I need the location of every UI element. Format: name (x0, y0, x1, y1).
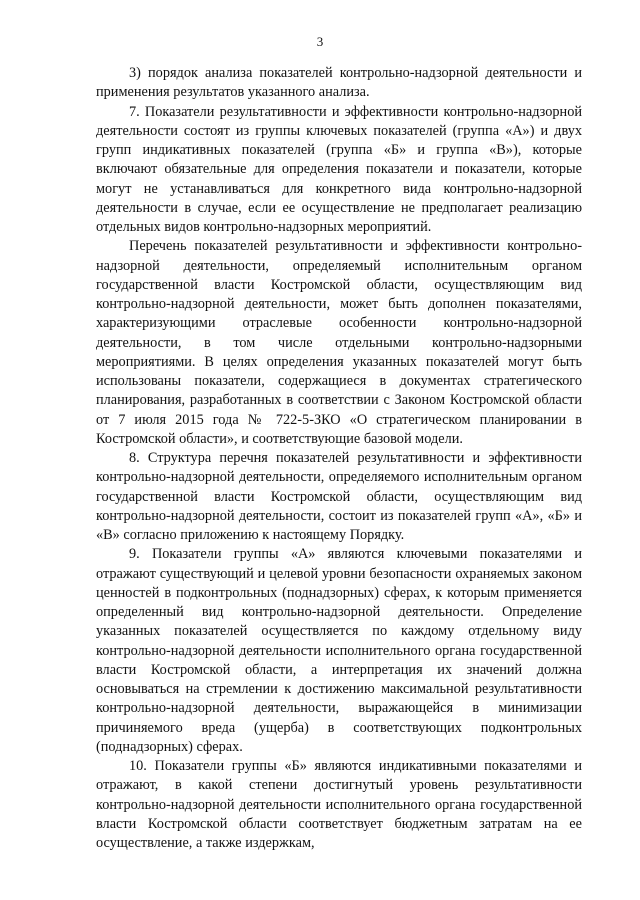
paragraph-7-list: Перечень показателей результативности и эффективности контрольно-надзорной деятельности, определяемый исполнительным органом государственной власти Костромской области, осуществляющим вид контрольно-надзорной деятельности, может быть дополнен показателями, характеризующими отраслевые особенности контрольно-надзорной деятельности, в том числе отдельными контрольно-надзорными мероприятиями. В целях определения указанных показателей могут быть использованы показатели, содержащиеся в документах стратегического планирования, разработанных в соответствии с Законом Костромской области от 7 июля 2015 года № 722-5-ЗКО «О стратегическом планировании в Костромской области», и соответствующие базовой модели. (96, 238, 582, 447)
paragraph-7: 7. Показатели результативности и эффективности контрольно-надзорной деятельности состоят из группы ключевых показателей (группа «А») и двух групп индикативных показателей (группа «Б» и группа «В»), которые включают обязательные для определения показатели и показатели, которые могут не устанавливаться для конкретного вида контрольно-надзорной деятельности в случае, если ее осуществление не предполагает реализацию отдельных видов контрольно-надзорных мероприятий. (96, 103, 582, 235)
paragraph-10: 10. Показатели группы «Б» являются индикативными показателями и отражают, в какой степени достигнутый уровень результативности контрольно-надзорной деятельности исполнительного органа государственной власти Костромской области соответствует бюджетным затратам на ее осуществление, а также издержкам, (96, 758, 582, 851)
page-number: 3 (316, 34, 324, 49)
paragraph-9: 9. Показатели группы «А» являются ключевыми показателями и отражают существующий и целевой уровни безопасности охраняемых законом ценностей в подконтрольных (поднадзорных) сферах, к которым применяется определенный вид контрольно-надзорной деятельности. Определение указанных показателей осуществляется по каждому отдельному виду контрольно-надзорной деятельности исполнительного органа государственной власти Костромской области, а интерпретация их значений должна основываться на стремлении к достижению максимальной результативности контрольно-надзорной деятельности, выражающейся в минимизации причиняемого вреда (ущерба) в соответствующих подконтрольных (поднадзорных) сферах. (96, 546, 582, 755)
document-body (96, 64, 582, 853)
paragraph-item-3: 3) порядок анализа показателей контрольно-надзорной деятельности и применения результатов указанного анализа. (96, 65, 582, 101)
paragraph-8: 8. Структура перечня показателей результативности и эффективности контрольно-надзорной деятельности, определяемого исполнительным органом государственной власти Костромской области, осуществляющим вид контрольно-надзорной деятельности, состоит из показателей групп «А», «Б» и «В» согласно приложению к настоящему Порядку. (96, 450, 582, 543)
